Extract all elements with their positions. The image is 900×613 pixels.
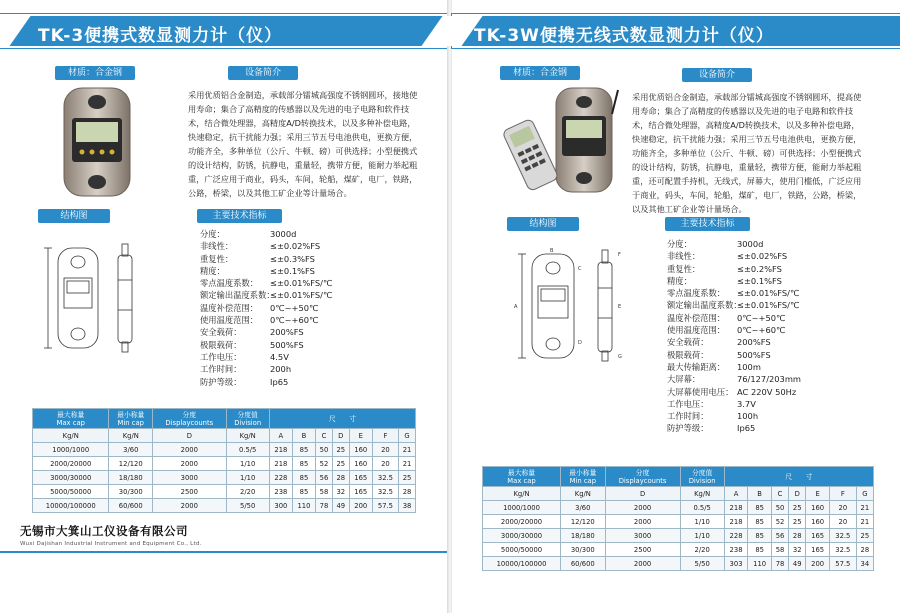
- table-cell: 25: [399, 471, 416, 485]
- table-cell: 32.5: [372, 485, 398, 499]
- table-row: [33, 443, 416, 457]
- spec-row: [667, 250, 801, 262]
- table-cell: 32: [789, 543, 806, 557]
- table-unit: G: [856, 487, 873, 501]
- table-cell: 1000/1000: [483, 501, 561, 515]
- table-cell: 5/50: [680, 557, 724, 571]
- table-cell: 25: [789, 515, 806, 529]
- spec-value: ≤±0.01%FS/℃: [270, 290, 333, 301]
- spec-row: [667, 410, 801, 422]
- table-unit: D: [332, 429, 349, 443]
- spec-row: [667, 275, 801, 287]
- table-unit: A: [724, 487, 748, 501]
- table-cell: 21: [856, 515, 873, 529]
- spec-label: 防护等级：: [667, 423, 709, 434]
- table-cell: 60/600: [561, 557, 606, 571]
- table-cell: 1000/1000: [33, 443, 109, 457]
- table-header: 分度 Displaycounts: [605, 467, 680, 487]
- table-cell: 56: [316, 471, 333, 485]
- spec-label: 安全载荷：: [200, 327, 242, 338]
- table-cell: 57.5: [372, 499, 398, 513]
- structure-tag: 结构图: [38, 209, 110, 223]
- right-page: [452, 0, 900, 613]
- table-cell: 1/10: [680, 515, 724, 529]
- material-tag: 材质：合金钢: [55, 66, 135, 80]
- table-cell: 18/180: [109, 471, 153, 485]
- table-header: 分度值 Division: [226, 409, 269, 429]
- table-cell: 25: [332, 457, 349, 471]
- spec-row: [667, 238, 801, 250]
- table-cell: 56: [771, 529, 788, 543]
- table-cell: 20: [372, 443, 398, 457]
- table-cell: 303: [724, 557, 748, 571]
- table-cell: 228: [269, 471, 292, 485]
- spec-row: [200, 253, 332, 265]
- table-cell: 200: [806, 557, 830, 571]
- footer-line: [0, 551, 448, 553]
- table-row: [483, 557, 874, 571]
- spec-label: 重复性：: [200, 253, 234, 264]
- spec-value: 76/127/203mm: [737, 374, 801, 385]
- spec-row: [667, 312, 801, 324]
- table-unit: G: [399, 429, 416, 443]
- spec-row: [200, 351, 332, 363]
- table-header: 尺 寸: [724, 467, 873, 487]
- spec-value: 3.7V: [737, 398, 756, 409]
- table-unit: Kg/N: [680, 487, 724, 501]
- table-cell: 2000: [153, 499, 226, 513]
- table-header: 最大称量 Max cap: [33, 409, 109, 429]
- spec-value: ≤±0.01%FS/℃: [737, 288, 800, 299]
- table-cell: 2000/20000: [33, 457, 109, 471]
- table-header: 最大称量 Max cap: [483, 467, 561, 487]
- table-cell: 25: [332, 443, 349, 457]
- table-row: [33, 471, 416, 485]
- table-cell: 3/60: [109, 443, 153, 457]
- table-cell: 200: [349, 499, 372, 513]
- spec-value: ≤±0.3%FS: [270, 253, 315, 264]
- table-cell: 28: [789, 529, 806, 543]
- table-cell: 85: [292, 443, 315, 457]
- spec-row: [200, 363, 332, 375]
- table-cell: 78: [771, 557, 788, 571]
- specs-tag: 主要技术指标: [665, 217, 750, 231]
- table-cell: 3000: [153, 471, 226, 485]
- drawing-label-d: D: [578, 340, 582, 346]
- table-cell: 12/120: [561, 515, 606, 529]
- page-title: TK-3便携式数显测力计（仪）: [38, 26, 283, 46]
- table-unit: D: [605, 487, 680, 501]
- spec-value: 0℃~+60℃: [270, 315, 319, 326]
- spec-label: 使用温度范围：: [200, 315, 259, 326]
- table-cell: 218: [724, 515, 748, 529]
- spec-label: 分度：: [667, 239, 692, 249]
- spec-label: 温度补偿范围：: [667, 312, 726, 323]
- table-cell: 160: [349, 443, 372, 457]
- spec-row: [667, 398, 801, 410]
- spec-value: ≤±0.02%FS: [737, 251, 788, 262]
- spec-row: [667, 336, 801, 348]
- spec-value: 200%FS: [737, 337, 771, 348]
- table-row: [483, 501, 874, 515]
- table-unit: Kg/N: [109, 429, 153, 443]
- spec-value: 200h: [270, 364, 292, 375]
- table-cell: 50: [316, 443, 333, 457]
- spec-label: 额定输出温度系数：: [667, 300, 742, 311]
- table-cell: 28: [399, 485, 416, 499]
- table-cell: 57.5: [829, 557, 856, 571]
- spec-label: 大屏幕使用电压：: [667, 386, 734, 397]
- material-tag: 材质：合金钢: [500, 66, 580, 80]
- company-block: [20, 523, 202, 547]
- table-cell: 50: [771, 501, 788, 515]
- table-unit: B: [292, 429, 315, 443]
- drawing-label-c: C: [578, 266, 582, 272]
- structure-tag: 结构图: [507, 217, 579, 231]
- spec-label: 重复性：: [667, 263, 701, 274]
- spec-value: 500%FS: [737, 349, 771, 360]
- table-cell: 300: [269, 499, 292, 513]
- table-cell: 20: [829, 501, 856, 515]
- spec-label: 非线性：: [200, 241, 234, 252]
- spec-label: 精度：: [200, 265, 225, 276]
- spec-row: [667, 373, 801, 385]
- spec-label: 精度：: [667, 275, 692, 286]
- spec-value: 4.5V: [270, 351, 289, 362]
- intro-text: 采用优质铝合金制造，承载部分镭城高强度不锈钢圆环，接地使用寿命；集合了高精度的传感器以及先进的电子电路和软件技术，结合微处理器，高精度A/D转换技术，以及多种补偿电路，快速稳定，抗干扰能力强；采用三节五号电池供电，更换方便，功能齐全，多种单位（公斤、牛顿、磅）可供选择；小型便携式的设计结构，防锈，抗静电，重量轻，携带方便，能耐力举起粗重，广泛应用于商业，码头，车间，轮船，煤矿，电厂，铁路，公路，桥梁，以及其他工矿企业等计量场合。: [188, 90, 418, 198]
- intro-tag: 设备简介: [682, 68, 752, 82]
- table-cell: 165: [806, 529, 830, 543]
- table-cell: 34: [856, 557, 873, 571]
- table-unit: D: [153, 429, 226, 443]
- specs-list: [667, 238, 801, 435]
- table-unit: B: [748, 487, 772, 501]
- table-cell: 165: [349, 485, 372, 499]
- table-cell: 25: [856, 529, 873, 543]
- drawing-label-b: B: [550, 248, 554, 254]
- table-cell: 85: [292, 471, 315, 485]
- intro-tag: 设备简介: [228, 66, 298, 80]
- dimension-table: [32, 408, 416, 513]
- spec-row: [200, 326, 332, 338]
- table-cell: 32.5: [829, 543, 856, 557]
- spec-label: 工作时间：: [667, 411, 709, 422]
- table-unit: C: [316, 429, 333, 443]
- table-unit: Kg/N: [483, 487, 561, 501]
- table-cell: 0.5/5: [680, 501, 724, 515]
- product-photo: [52, 86, 142, 198]
- table-cell: 25: [789, 501, 806, 515]
- spec-row: [200, 289, 332, 301]
- table-unit: A: [269, 429, 292, 443]
- intro-text: 采用优质铝合金制造，承载部分镭城高强度不锈钢圆环，提高使用寿命；集合了高精度的传感器以及先进的电子电路和软件技术，结合微处理器，高精度A/D转换技术，以及多种补偿电路，快速稳定，抗干扰能力强；采用三节五号电池供电，更换方便，功能齐全，多种单位（公斤、牛顿、磅）可供选择；小型便携式的设计结构，防锈，抗静电，重量轻，携带方便，能耐力举起粗重，还可配置手持机，无线式，屏幕大，使用门槛低，广泛应用于商业，码头，车间，轮船，煤矿，电厂，铁路，公路，桥梁，以及其他工矿企业等计量场合。: [632, 92, 862, 214]
- dimension-table: [482, 466, 874, 571]
- table-cell: 160: [806, 501, 830, 515]
- spec-label: 最大传输距离：: [667, 361, 726, 372]
- table-row: [33, 457, 416, 471]
- table-cell: 38: [399, 499, 416, 513]
- spec-value: 100h: [737, 411, 759, 422]
- table-cell: 160: [349, 457, 372, 471]
- table-cell: 18/180: [561, 529, 606, 543]
- table-cell: 110: [748, 557, 772, 571]
- spec-value: 0℃~+60℃: [737, 325, 786, 336]
- table-cell: 1/10: [226, 457, 269, 471]
- title-notch: [0, 16, 31, 46]
- table-cell: 3000/30000: [483, 529, 561, 543]
- table-cell: 21: [399, 457, 416, 471]
- table-cell: 2000: [605, 501, 680, 515]
- spec-value: ≤±0.01%FS/℃: [270, 278, 333, 289]
- left-page: [0, 0, 448, 613]
- table-cell: 228: [724, 529, 748, 543]
- table-cell: 78: [316, 499, 333, 513]
- drawing-label-a: A: [514, 304, 518, 310]
- specs-list: [200, 228, 332, 388]
- table-cell: 2/20: [680, 543, 724, 557]
- table-cell: 3000: [605, 529, 680, 543]
- table-cell: 3/60: [561, 501, 606, 515]
- table-row: [483, 543, 874, 557]
- table-row: [483, 515, 874, 529]
- spec-row: [200, 339, 332, 351]
- table-cell: 32.5: [829, 529, 856, 543]
- structure-drawing: [38, 240, 158, 355]
- spec-label: 工作时间：: [200, 364, 242, 375]
- table-cell: 1/10: [680, 529, 724, 543]
- drawing-label-g: G: [618, 354, 622, 360]
- spec-label: 安全载荷：: [667, 337, 709, 348]
- table-cell: 2000: [153, 443, 226, 457]
- spec-label: 工作电压：: [200, 351, 242, 362]
- table-unit: F: [829, 487, 856, 501]
- table-header: 最小称量 Min cap: [109, 409, 153, 429]
- spec-label: 额定输出温度系数：: [200, 290, 275, 301]
- table-cell: 58: [771, 543, 788, 557]
- table-cell: 2500: [605, 543, 680, 557]
- table-row: [483, 529, 874, 543]
- spec-value: ≤±0.1%FS: [737, 275, 782, 286]
- spec-row: [200, 376, 332, 388]
- spec-row: [200, 240, 332, 252]
- product-photo: [500, 84, 620, 204]
- spec-row: [200, 314, 332, 326]
- table-cell: 85: [748, 515, 772, 529]
- spec-label: 零点温度系数：: [667, 288, 726, 299]
- table-header: 尺 寸: [269, 409, 415, 429]
- table-cell: 60/600: [109, 499, 153, 513]
- spec-value: AC 220V 50Hz: [737, 386, 797, 397]
- table-cell: 0.5/5: [226, 443, 269, 457]
- table-cell: 52: [771, 515, 788, 529]
- spec-value: ≤±0.01%FS/℃: [737, 300, 800, 311]
- table-unit: E: [806, 487, 830, 501]
- table-cell: 218: [724, 501, 748, 515]
- table-cell: 85: [292, 457, 315, 471]
- table-unit: F: [372, 429, 398, 443]
- table-cell: 2000: [153, 457, 226, 471]
- spec-label: 分度：: [200, 229, 225, 239]
- table-cell: 1/10: [226, 471, 269, 485]
- table-cell: 5000/50000: [483, 543, 561, 557]
- table-unit: D: [789, 487, 806, 501]
- spec-row: [667, 299, 801, 311]
- table-cell: 85: [292, 485, 315, 499]
- table-unit: Kg/N: [561, 487, 606, 501]
- structure-drawing: [510, 246, 640, 366]
- table-cell: 160: [806, 515, 830, 529]
- table-cell: 49: [789, 557, 806, 571]
- spec-row: [667, 386, 801, 398]
- table-cell: 3000/30000: [33, 471, 109, 485]
- spec-label: 温度补偿范围：: [200, 302, 259, 313]
- table-cell: 21: [399, 443, 416, 457]
- title-bar: [0, 14, 448, 48]
- table-cell: 2000: [605, 515, 680, 529]
- table-cell: 5/50: [226, 499, 269, 513]
- table-cell: 30/300: [109, 485, 153, 499]
- spec-value: 200%FS: [270, 327, 304, 338]
- spec-label: 大屏幕：: [667, 374, 701, 385]
- table-cell: 49: [332, 499, 349, 513]
- table-unit: E: [349, 429, 372, 443]
- spec-value: 3000d: [270, 229, 297, 239]
- spec-row: [667, 324, 801, 336]
- table-header: 分度值 Division: [680, 467, 724, 487]
- table-cell: 238: [724, 543, 748, 557]
- table-cell: 12/120: [109, 457, 153, 471]
- table-row: [33, 499, 416, 513]
- table-cell: 28: [332, 471, 349, 485]
- table-cell: 218: [269, 457, 292, 471]
- table-cell: 10000/100000: [33, 499, 109, 513]
- spec-value: 0℃~+50℃: [737, 312, 786, 323]
- table-cell: 2000: [605, 557, 680, 571]
- spec-row: [667, 287, 801, 299]
- table-cell: 20: [829, 515, 856, 529]
- spec-value: 0℃~+50℃: [270, 302, 319, 313]
- table-cell: 5000/50000: [33, 485, 109, 499]
- spec-label: 极限载荷：: [667, 349, 709, 360]
- table-cell: 2500: [153, 485, 226, 499]
- table-cell: 85: [748, 501, 772, 515]
- specs-tag: 主要技术指标: [197, 209, 282, 223]
- table-cell: 238: [269, 485, 292, 499]
- table-cell: 58: [316, 485, 333, 499]
- table-cell: 165: [806, 543, 830, 557]
- table-row: [33, 485, 416, 499]
- table-cell: 28: [856, 543, 873, 557]
- spec-row: [667, 263, 801, 275]
- table-cell: 21: [856, 501, 873, 515]
- table-cell: 85: [748, 529, 772, 543]
- spec-value: Ip65: [270, 376, 289, 387]
- table-cell: 20: [372, 457, 398, 471]
- spec-label: 极限载荷：: [200, 339, 242, 350]
- spec-value: 500%FS: [270, 339, 304, 350]
- spec-row: [200, 302, 332, 314]
- company-name-en: Wuxi Dajishan Industrial Instrument and Equipment Co., Ltd.: [20, 541, 202, 547]
- spec-value: ≤±0.02%FS: [270, 241, 321, 252]
- table-unit: Kg/N: [33, 429, 109, 443]
- table-cell: 30/300: [561, 543, 606, 557]
- title-bar: [452, 14, 900, 48]
- spec-label: 防护等级：: [200, 376, 242, 387]
- page-title: TK-3W便携无线式数显测力计（仪）: [474, 26, 774, 46]
- table-cell: 85: [748, 543, 772, 557]
- spec-label: 非线性：: [667, 251, 701, 262]
- spec-label: 零点温度系数：: [200, 278, 259, 289]
- spec-row: [667, 349, 801, 361]
- table-cell: 110: [292, 499, 315, 513]
- spec-value: ≤±0.2%FS: [737, 263, 782, 274]
- drawing-label-e: E: [618, 304, 622, 310]
- spec-value: 100m: [737, 361, 761, 372]
- table-cell: 52: [316, 457, 333, 471]
- spec-value: Ip65: [737, 423, 756, 434]
- table-unit: Kg/N: [226, 429, 269, 443]
- spec-value: ≤±0.1%FS: [270, 265, 315, 276]
- spec-label: 使用温度范围：: [667, 325, 726, 336]
- spec-row: [200, 277, 332, 289]
- table-cell: 32: [332, 485, 349, 499]
- company-name: 无锡市大箕山工仪设备有限公司: [20, 524, 188, 538]
- spec-row: [667, 361, 801, 373]
- spec-label: 工作电压：: [667, 398, 709, 409]
- table-cell: 10000/100000: [483, 557, 561, 571]
- spec-value: 3000d: [737, 239, 764, 249]
- table-cell: 2/20: [226, 485, 269, 499]
- table-header: 分度 Displaycounts: [153, 409, 226, 429]
- table-cell: 2000/20000: [483, 515, 561, 529]
- table-cell: 165: [349, 471, 372, 485]
- table-cell: 218: [269, 443, 292, 457]
- table-unit: C: [771, 487, 788, 501]
- spec-row: [200, 265, 332, 277]
- drawing-label-f: F: [618, 252, 621, 258]
- table-cell: 32.5: [372, 471, 398, 485]
- spec-row: [667, 422, 801, 434]
- spec-row: [200, 228, 332, 240]
- table-header: 最小称量 Min cap: [561, 467, 606, 487]
